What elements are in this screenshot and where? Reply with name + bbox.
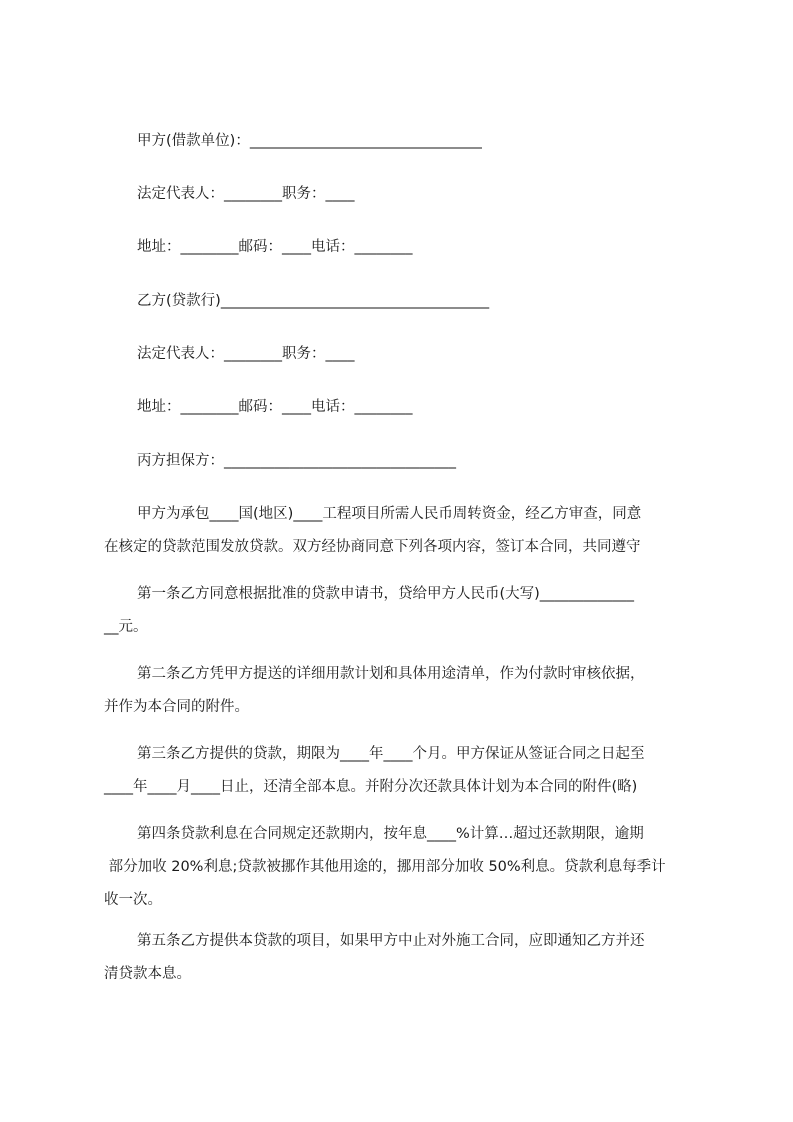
clause-3-paragraph <box>104 744 704 797</box>
paragraph-line: 第五条乙方提供本贷款的项目，如果甲方中止对外施工合同，应即通知乙方并还 <box>137 933 645 949</box>
paragraph-line: 第三条乙方提供的贷款，期限为____年____个月。甲方保证从签证合同之日起至 <box>137 746 645 762</box>
party-a-line: 甲方(借款单位)：________________________________ <box>137 133 482 149</box>
clause-1-paragraph <box>104 584 704 637</box>
paragraph-line: 第四条贷款利息在合同规定还款期内，按年息____%计算…超过还款期限，逾期 <box>137 826 644 842</box>
paragraph-line: 清贷款本息。 <box>104 966 191 982</box>
clause-4-paragraph <box>104 824 704 910</box>
party-c-guarantor-line: 丙方担保方：________________________________ <box>137 453 456 469</box>
paragraph-line: __元。 <box>104 619 148 635</box>
paragraph-line: 收一次。 <box>104 892 162 908</box>
preamble-paragraph <box>104 504 704 557</box>
paragraph-line: 在核定的贷款范围发放贷款。双方经协商同意下列各项内容，签订本合同，共同遵守 <box>104 539 641 555</box>
paragraph-line: 甲方为承包____国(地区)____工程项目所需人民币周转资金，经乙方审查，同意 <box>137 506 642 522</box>
paragraph-line: 并作为本合同的附件。 <box>104 699 249 715</box>
paragraph-line: 第二条乙方凭甲方提送的详细用款计划和具体用途清单，作为付款时审核依据， <box>137 666 645 682</box>
party-b-representative-line: 法定代表人：________职务：____ <box>137 346 355 362</box>
party-a-address-line: 地址：________邮码：____电话：________ <box>137 239 413 255</box>
party-b-address-line: 地址：________邮码：____电话：________ <box>137 399 413 415</box>
paragraph-line: ____年____月____日止，还清全部本息。并附分次还款具体计划为本合同的附件(略) <box>104 779 638 795</box>
paragraph-line: 第一条乙方同意根据批准的贷款申请书，贷给甲方人民币(大写)_____________ <box>137 586 635 602</box>
party-b-line: 乙方(贷款行)_____________________________________ <box>137 293 490 309</box>
clause-5-paragraph <box>104 931 704 984</box>
paragraph-line: 部分加收 20%利息;贷款被挪作其他用途的，挪用部分加收 50%利息。贷款利息每季计 <box>104 859 666 875</box>
clause-2-paragraph <box>104 664 704 717</box>
party-a-representative-line: 法定代表人：________职务：____ <box>137 186 355 202</box>
